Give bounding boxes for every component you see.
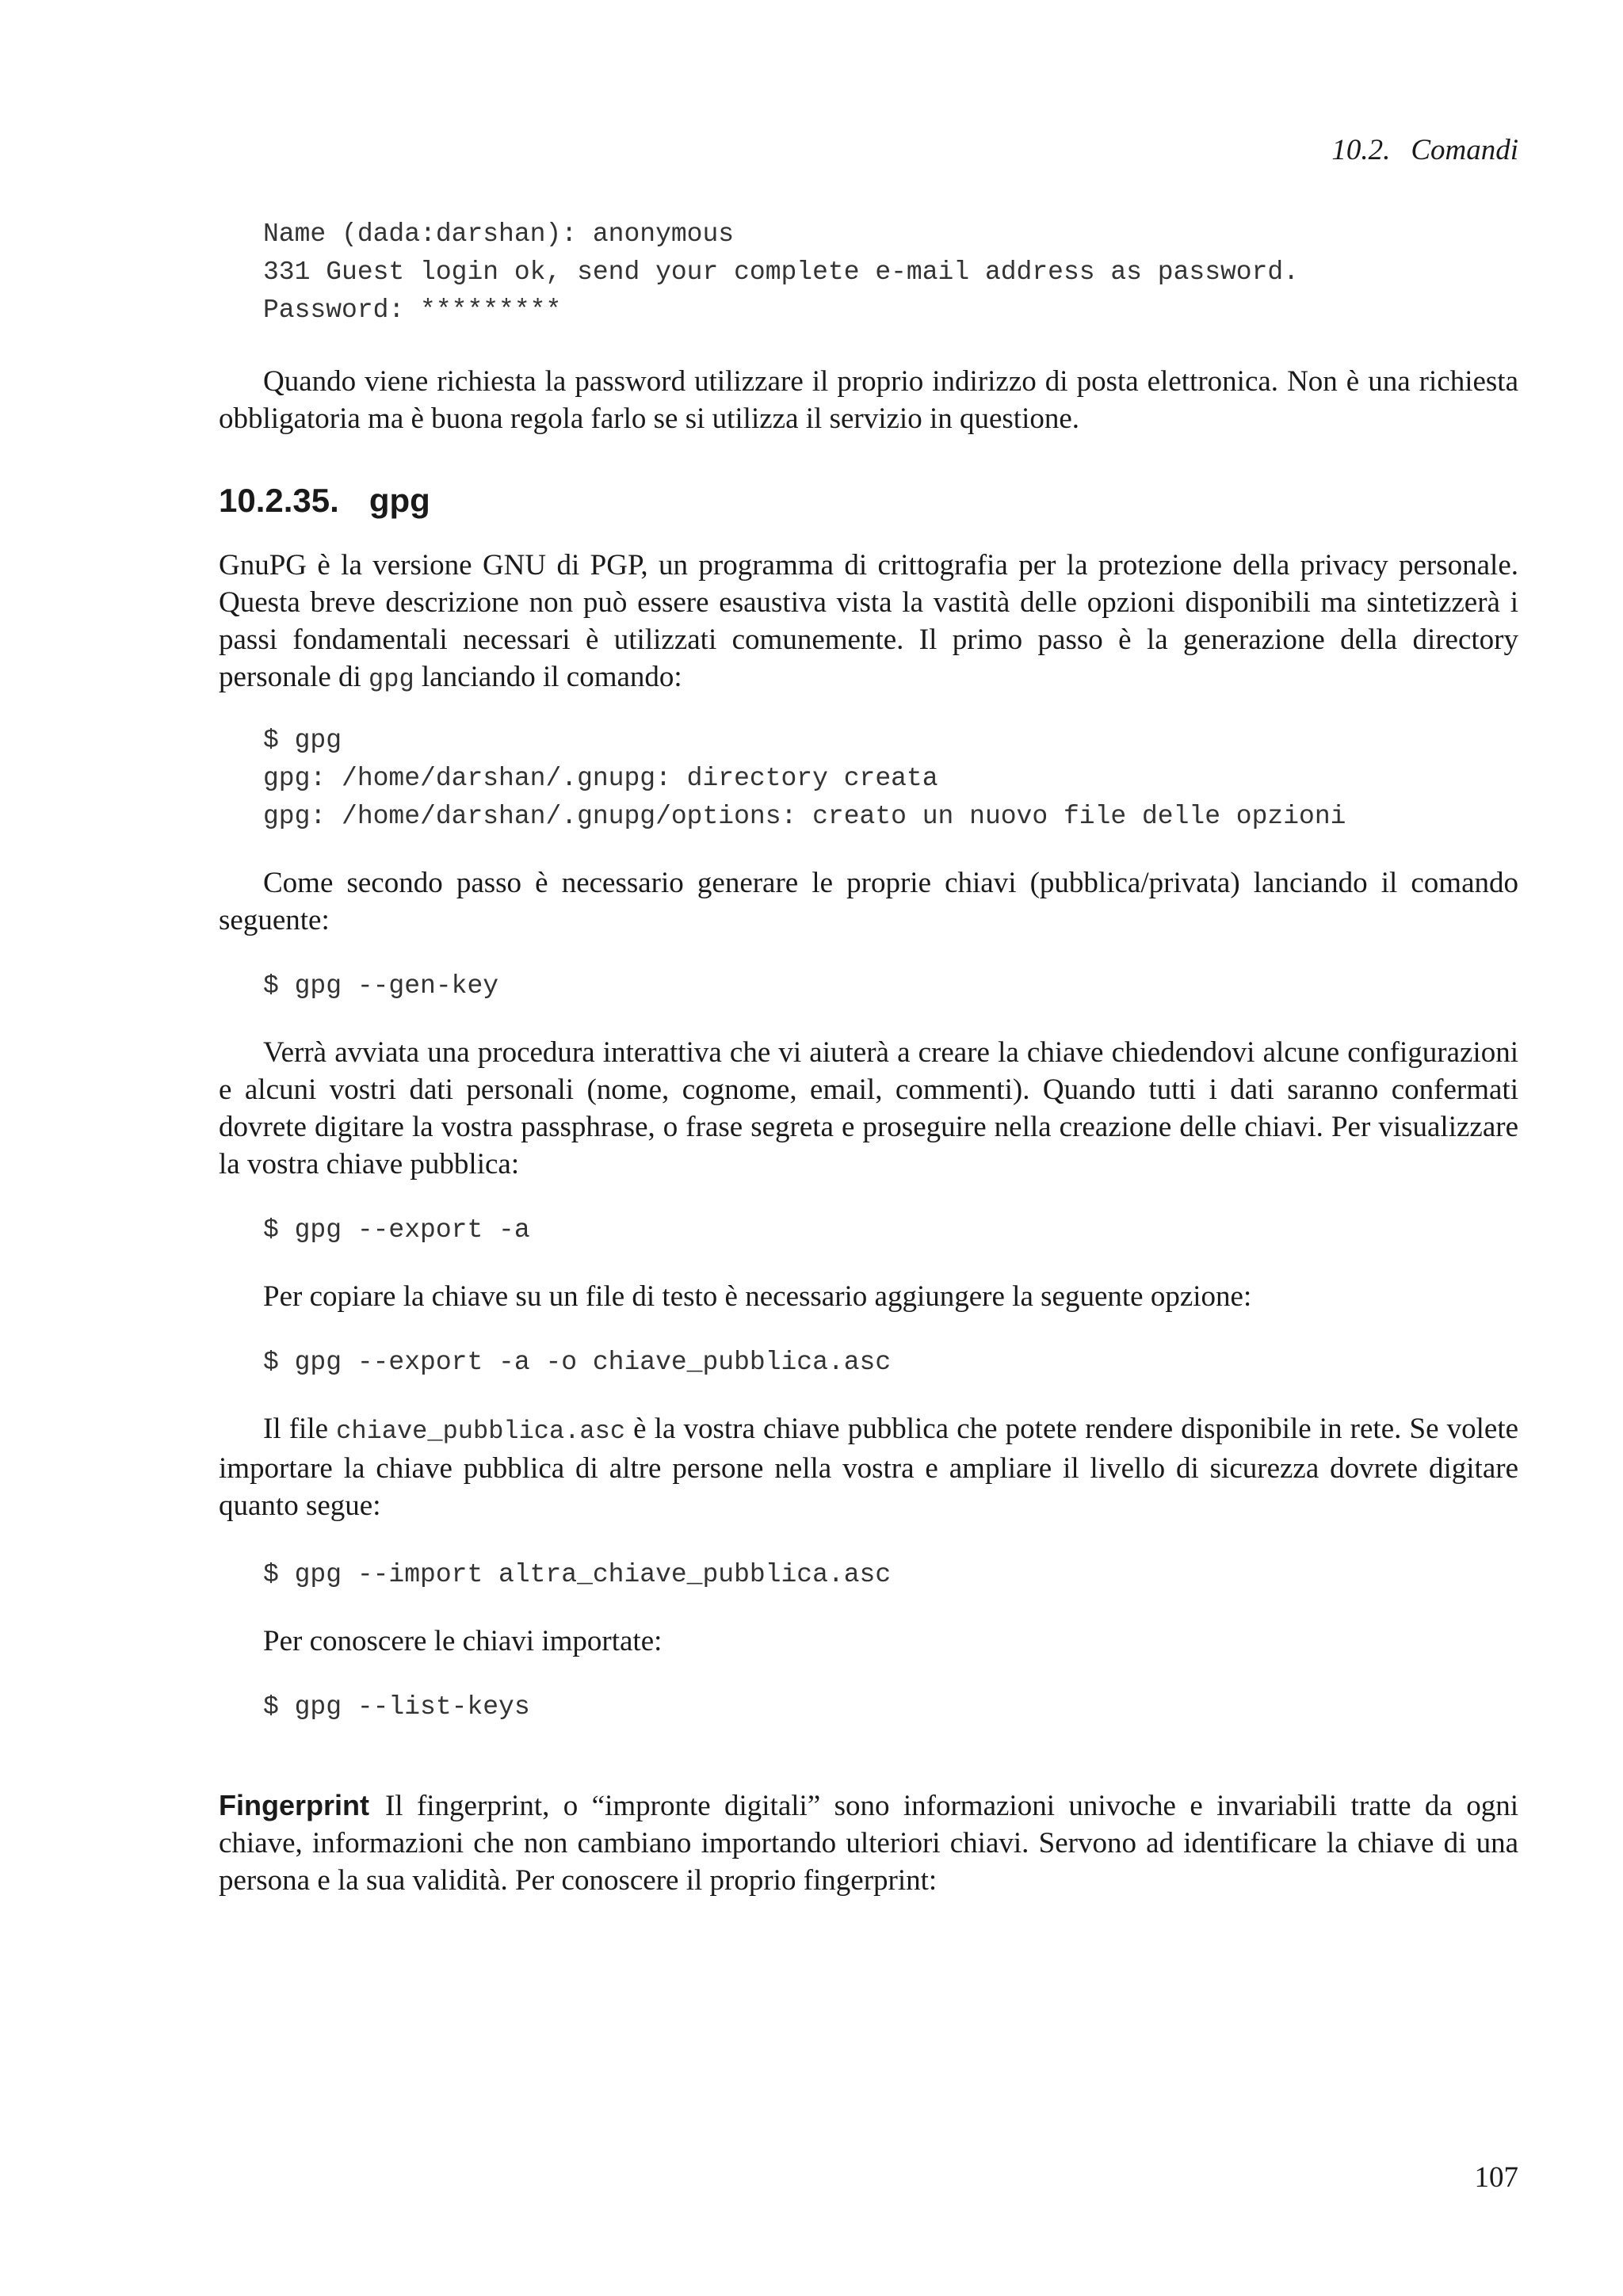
paragraph-key-file — [219, 1410, 1518, 1524]
paragraph-genkey: Come secondo passo è necessario generare le proprie chiavi (pubblica/privata) lanciando il comando seguente: — [219, 867, 1518, 936]
code-block-export: $ gpg --export -a — [263, 1215, 530, 1245]
section-number: 10.2.35. — [219, 482, 339, 519]
header-section-number: 10.2. — [1331, 134, 1391, 166]
inline-code-gpg: gpg — [369, 665, 414, 694]
header-section-title: Comandi — [1411, 134, 1518, 166]
text-run: Il file — [263, 1413, 329, 1445]
code-block-list-keys: $ gpg --list-keys — [263, 1692, 530, 1722]
code-line: Name (dada:darshan): anonymous — [263, 219, 735, 249]
code-block-export-file: $ gpg --export -a -o chiave_pubblica.asc — [263, 1348, 892, 1377]
code-block-import: $ gpg --import altra_chiave_pubblica.asc — [263, 1560, 892, 1589]
paragraph-fingerprint — [219, 1787, 1518, 1899]
code-line: 331 Guest login ok, send your complete e-mail address as password. — [263, 257, 1300, 287]
text-run: è la vostra chiave pubblica che potete rendere disponibile in rete. Se volete importare la chiave pubblica di altre persone nella vostra e ampliare il livello di sicurezza dovrete digitare quanto segue: — [219, 1413, 1519, 1522]
code-block-ftp-login — [219, 215, 1518, 330]
text-run: lanciando il comando: — [421, 661, 682, 693]
page-number: 107 — [1474, 2161, 1518, 2194]
text-run: GnuPG è la versione GNU di PGP, un programma di crittografia per la protezione della privacy personale. Questa breve descrizione non può essere esaustiva vista la vastità delle opzioni disponibili ma sintetizzerà i passi fondamentali necessari è utilizzati comunemente. Il primo passo è la generazione della directory personale di — [219, 549, 1518, 693]
code-line: gpg: /home/darshan/.gnupg/options: creato un nuovo file delle opzioni — [263, 802, 1346, 831]
paragraph-procedure: Verrà avviata una procedura interattiva che vi aiuterà a creare la chiave chiedendovi alcune configurazioni e alcuni vostri dati personali (nome, cognome, email, commenti). Quando tutti i dati saranno confermati dovrete digitare la vostra passphrase, o frase segreta e proseguire nella creazione delle chiavi. Per visualizzare la vostra chiave pubblica: — [219, 1036, 1518, 1180]
runin-heading-fingerprint: Fingerprint — [219, 1789, 369, 1821]
code-block-gpg-init — [219, 722, 1518, 836]
text-run: Il fingerprint, o “impronte digitali” sono informazioni univoche e invariabili tratte da ogni chiave, informazioni che non cambiano importando ulteriori chiavi. Servono ad identificare la chiave di una persona e la sua validità. Per conoscere il proprio fingerprint: — [219, 1790, 1518, 1897]
section-title: gpg — [369, 482, 430, 519]
paragraph-gnupg-intro — [219, 547, 1518, 698]
paragraph-list-keys: Per conoscere le chiavi importate: — [263, 1625, 663, 1657]
code-line: Password: ********* — [263, 296, 562, 325]
running-header — [1331, 133, 1518, 167]
code-line: gpg: /home/darshan/.gnupg: directory creata — [263, 764, 938, 793]
page-content — [219, 215, 1518, 1899]
inline-code-filename: chiave_pubblica.asc — [336, 1417, 626, 1446]
code-line: $ gpg — [263, 726, 342, 755]
paragraph-password: Quando viene richiesta la password utilizzare il proprio indirizzo di posta elettronica. Non è una richiesta obbligatoria ma è buona regola farlo se si utilizza il servizio in questione. — [219, 365, 1518, 435]
code-block-genkey: $ gpg --gen-key — [263, 971, 499, 1001]
section-heading-gpg — [219, 482, 1518, 520]
paragraph-copy-key: Per copiare la chiave su un file di testo è necessario aggiungere la seguente opzione: — [263, 1280, 1252, 1313]
